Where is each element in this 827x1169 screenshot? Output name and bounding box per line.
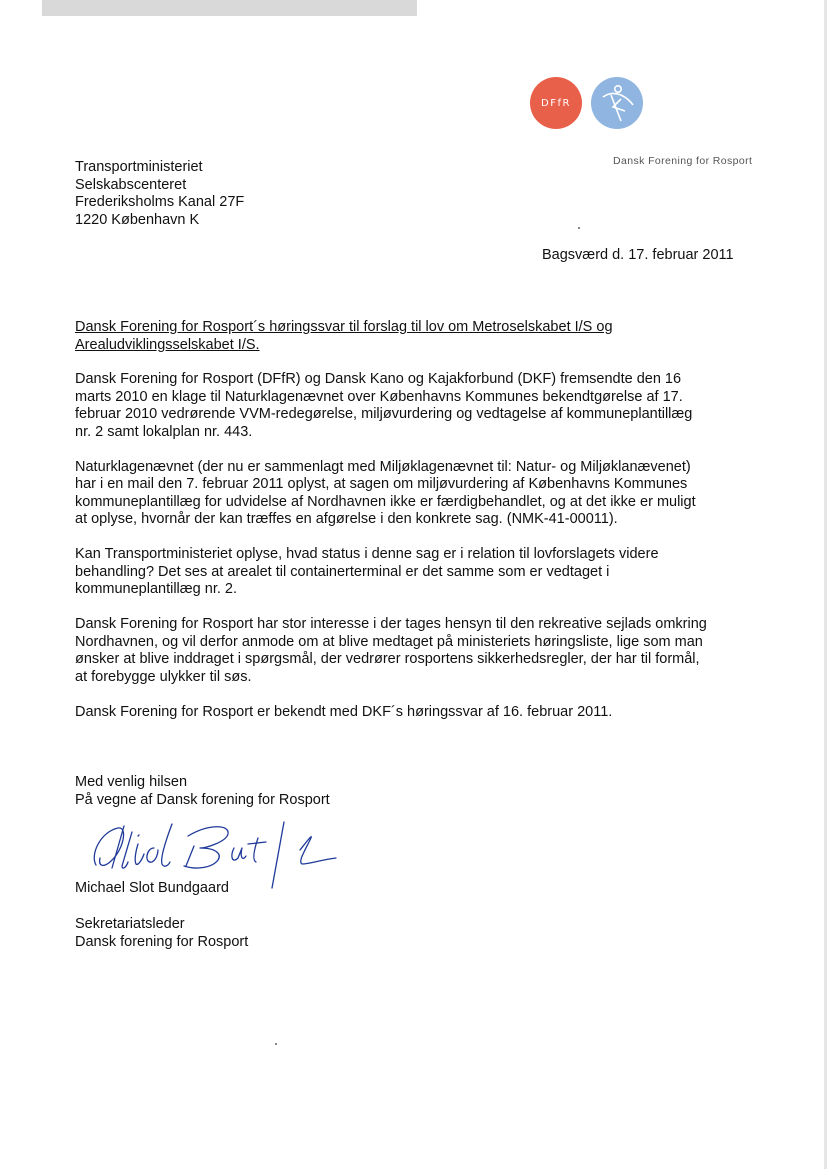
closing-block <box>75 774 330 809</box>
letter-body <box>75 371 755 739</box>
recipient-address <box>75 159 244 229</box>
scan-speck <box>275 1043 277 1045</box>
body-line: Nordhavnen, og vil derfor anmode om at blive medtaget på ministeriets høringsliste, lige som man <box>75 633 703 650</box>
body-line: Naturklagenævnet (der nu er sammenlagt med Miljøklagenævnet til: Natur- og Miljøklanævenet) <box>75 458 691 475</box>
org-tagline: Dansk Forening for Rosport <box>613 155 753 167</box>
dffr-badge-text: DFfR <box>541 97 571 109</box>
body-paragraph <box>75 616 755 686</box>
body-line: Dansk Forening for Rosport har stor interesse i der tages hensyn til den rekreative sejlads omkring <box>75 616 707 632</box>
body-line: ønsker at blive inddraget i spørgsmål, der vedrører rosportens sikkerhedsregler, der har til formål, <box>75 651 700 667</box>
closing-greeting: Med venlig hilsen <box>75 774 188 790</box>
body-line: kommuneplantillæg for udvidelse af Nordhavnen ikke er færdigbehandlet, og at det ikke er muligt <box>75 493 696 510</box>
body-line: februar 2010 vedrørende VVM-redegørelse, miljøvurdering og vedtagelse af kommuneplantillæg <box>75 406 693 422</box>
signer-organization: Dansk forening for Rosport <box>75 933 249 950</box>
scan-speck <box>578 227 580 229</box>
address-line: 1220 København K <box>75 211 200 228</box>
address-line: Frederiksholms Kanal 27F <box>75 194 245 210</box>
body-line: nr. 2 samt lokalplan nr. 443. <box>75 423 253 440</box>
body-line: Kan Transportministeriet oplyse, hvad status i denne sag er i relation til lovforslagets videre <box>75 546 659 562</box>
body-line: marts 2010 en klage til Naturklagenævnet over Københavns Kommunes bekendtgørelse af 17. <box>75 388 683 405</box>
signer-title-block <box>75 916 248 951</box>
top-scan-bar <box>42 0 417 16</box>
subject-line: Arealudviklingsselskabet I/S. <box>75 336 260 353</box>
letter-date: Bagsværd d. 17. februar 2011 <box>542 247 734 263</box>
closing-on-behalf: På vegne af Dansk forening for Rosport <box>75 791 330 808</box>
body-line: behandling? Det ses at arealet til containerterminal er det samme som er vedtaget i <box>75 563 610 580</box>
body-line: har i en mail den 7. februar 2011 oplyst, at sagen om miljøvurdering af Københavns Kommunes <box>75 476 688 492</box>
dffr-logo <box>530 77 650 133</box>
signer-name: Michael Slot Bundgaard <box>75 880 229 896</box>
letter-subject <box>75 319 695 354</box>
body-paragraph <box>75 371 755 441</box>
body-line: Dansk Forening for Rosport er bekendt med DKF´s høringssvar af 16. februar 2011. <box>75 703 613 720</box>
body-line: Dansk Forening for Rosport (DFfR) og Dansk Kano og Kajakforbund (DKF) fremsendte den 16 <box>75 371 682 387</box>
body-line: kommuneplantillæg nr. 2. <box>75 581 237 597</box>
body-paragraph <box>75 546 755 599</box>
body-paragraph <box>75 459 755 529</box>
subject-line: Dansk Forening for Rosport´s høringssvar til forslag til lov om Metroselskabet I/S og <box>75 319 613 335</box>
address-line: Selskabscenteret <box>75 176 187 193</box>
body-paragraph <box>75 704 755 722</box>
body-line: at oplyse, hvornår der kan træffes en afgørelse i den konkrete sag. (NMK-41-00011). <box>75 511 618 527</box>
signer-title: Sekretariatsleder <box>75 916 185 932</box>
dffr-badge <box>530 77 582 129</box>
address-line: Transportministeriet <box>75 159 203 175</box>
body-line: at forebygge ulykker til søs. <box>75 668 252 685</box>
rower-icon <box>591 77 643 129</box>
